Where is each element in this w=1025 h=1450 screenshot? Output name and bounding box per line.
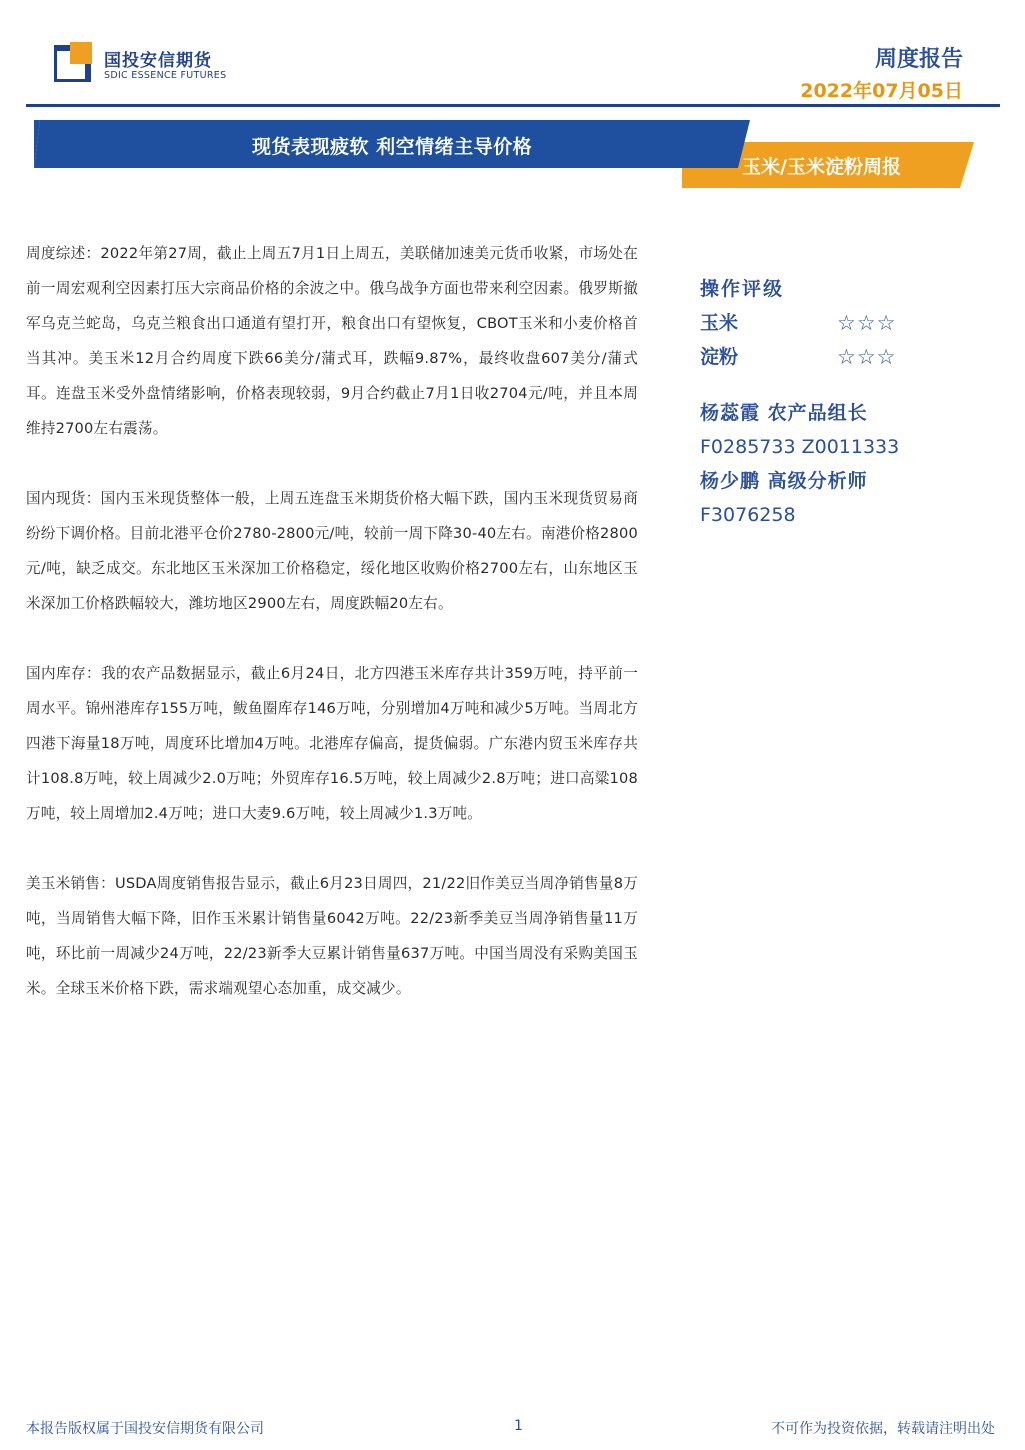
page-number: 1 <box>514 1418 523 1434</box>
main-content <box>26 236 638 1041</box>
analyst-name: 杨蕊霞 农产品组长 <box>700 402 868 424</box>
report-subtitle: 玉米/玉米淀粉周报 <box>742 156 901 178</box>
report-date: 2022年07月05日 <box>800 80 963 102</box>
paragraph-us-corn-sales: 美玉米销售：USDA周度销售报告显示，截止6月23日周四，21/22旧作美豆当周净销售量8万吨，当周销售大幅下降，旧作玉米累计销售量6042万吨。22/23新季美豆当周净销售量11万吨，环比前一周减少24万吨，22/23新季大豆累计销售量637万吨。中国当周没有采购美国玉米。全球玉米价格下跌，需求端观望心态加重，成交减少。 <box>26 875 638 997</box>
star-rating-icon: ☆☆☆ <box>837 345 897 369</box>
report-type: 周度报告 <box>874 47 963 72</box>
analyst-name: 杨少鹏 高级分析师 <box>700 470 868 492</box>
paragraph-weekly-summary: 周度综述：2022年第27周，截止上周五7月1日上周五，美联储加速美元货币收紧，市场处在前一周宏观利空因素打压大宗商品价格的余波之中。俄乌战争方面也带来利空因素。俄罗斯撤军乌克兰蛇岛，乌克兰粮食出口通道有望打开，粮食出口有望恢复，CBOT玉米和小麦价格首当其冲。美玉米12月合约周度下跌66美分/蒲式耳，跌幅9.87%，最终收盘607美分/蒲式耳。连盘玉米受外盘情绪影响，价格表现较弱，9月合约截止7月1日收2704元/吨，并且本周维持2700左右震荡。 <box>26 245 638 437</box>
footer-disclaimer: 不可作为投资依据，转载请注明出处 <box>771 1421 995 1437</box>
rating-label: 淀粉 <box>700 346 739 368</box>
rating-label: 玉米 <box>700 312 739 334</box>
sidebar <box>700 272 960 532</box>
footer-copyright: 本报告版权属于国投安信期货有限公司 <box>26 1421 264 1437</box>
paragraph-domestic-inventory: 国内库存：我的农产品数据显示，截止6月24日，北方四港玉米库存共计359万吨，持平前一周水平。锦州港库存155万吨，鲅鱼圈库存146万吨，分别增加4万吨和减少5万吨。当周北方四港下海量18万吨，周度环比增加4万吨。北港库存偏高，提货偏弱。广东港内贸玉米库存共计108.8万吨，较上周减少2.0万吨；外贸库存16.5万吨，较上周减少2.8万吨；进口高粱108万吨，较上周增加2.4万吨；进口大麦9.6万吨，较上周减少1.3万吨。 <box>26 665 638 822</box>
logo-mark-icon <box>54 42 94 82</box>
company-logo <box>54 40 234 88</box>
rating-title: 操作评级 <box>700 278 785 300</box>
paragraph-domestic-spot: 国内现货：国内玉米现货整体一般，上周五连盘玉米期货价格大幅下跌，国内玉米现货贸易商纷纷下调价格。目前北港平仓价2780-2800元/吨，较前一周下降30-40左右。南港价格2800元/吨，缺乏成交。东北地区玉米深加工价格稳定，绥化地区收购价格2700左右，山东地区玉米深加工价格跌幅较大，潍坊地区2900左右，周度跌幅20左右。 <box>26 490 638 612</box>
analyst-license: F0285733 Z0011333 <box>700 436 900 458</box>
rating-row-corn <box>700 306 960 340</box>
logo-text-cn: 国投安信期货 <box>104 51 212 71</box>
rating-row-starch <box>700 340 960 374</box>
analyst-license: F3076258 <box>700 504 796 526</box>
report-title: 现货表现疲软 利空情绪主导价格 <box>252 136 533 158</box>
star-rating-icon: ☆☆☆ <box>837 311 897 335</box>
header-divider <box>26 104 1000 107</box>
logo-text-en: SDIC ESSENCE FUTURES <box>104 70 227 81</box>
